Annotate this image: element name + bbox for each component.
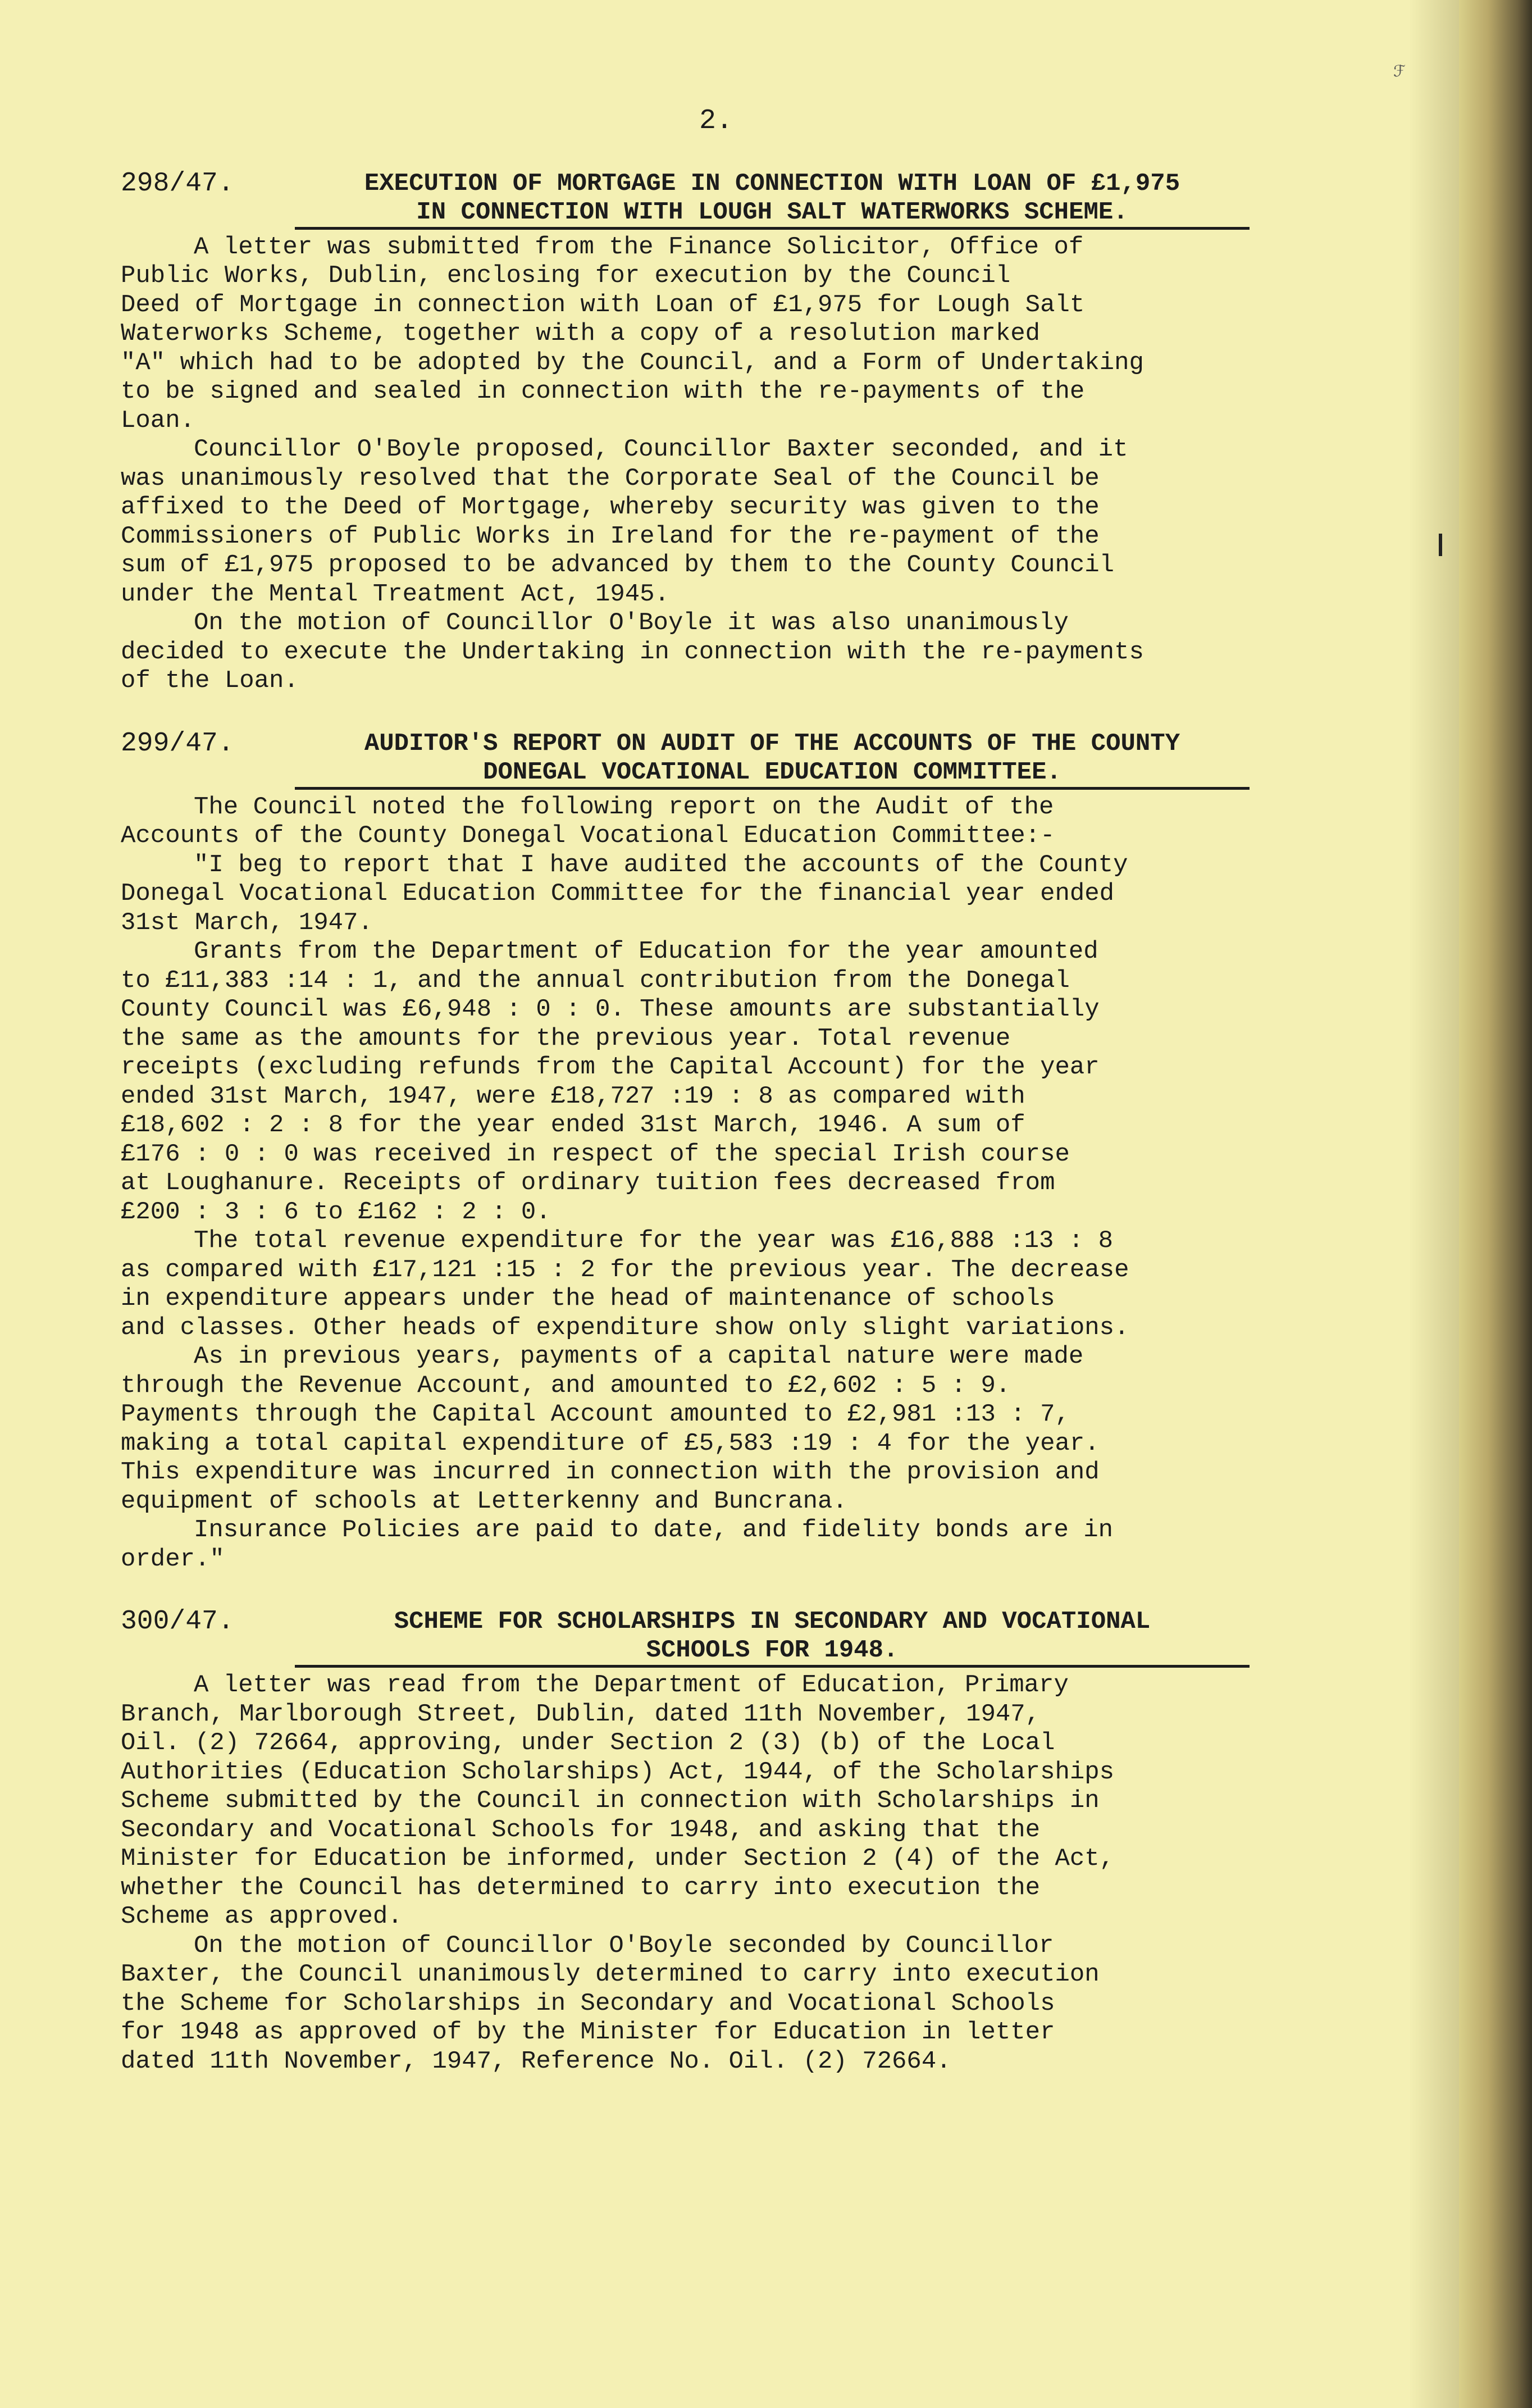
paragraph: Councillor O'Boyle proposed, Councillor Baxter seconded, and it was unanimously resolved that the Corporate Seal of the Council be affixed to the Deed of Mortgage, whereby security was given to the Commissioners of Public Works in Ireland for the re-payment of the sum of £1,975 proposed to be advanced by them to the County Council under the Mental Treatment Act, 1945. — [121, 435, 1128, 608]
margin-mark — [1439, 534, 1442, 556]
minute-heading-line-1: AUDITOR'S REPORT ON AUDIT OF THE ACCOUNTS OF THE COUNTY — [364, 729, 1180, 758]
paragraph: On the motion of Councillor O'Boyle it was also unanimously decided to execute the Undertaking in connection with the re-payments of the Loan. — [121, 609, 1144, 695]
gutter-shadow — [1408, 0, 1459, 2408]
heading-underline — [295, 787, 1250, 790]
minute-body — [121, 1671, 1328, 2076]
minute-entry — [121, 170, 1328, 696]
paragraph: A letter was read from the Department of Education, Primary Branch, Marlborough Street, Dublin, dated 11th November, 1947, Oil. (2) 72664, approving, under Section 2 (3) (b) of the Local Authorities (Education Scholarships) Act, 1944, of the Scholarships Scheme submitted by the Council in connection with Scholarships in Secondary and Vocational Schools for 1948, and asking that the Minister for Education be informed, under Section 2 (4) of the Act, whether the Council has determined to carry into execution the Scheme as approved. — [121, 1671, 1115, 1931]
minute-body — [121, 233, 1328, 696]
paragraph: Grants from the Department of Education for the year amounted to £11,383 :14 : 1, and the annual contribution from the Donegal County Council was £6,948 : 0 : 0. These amounts are substantially the same as the amounts for the previous year. Total revenue receipts (excluding refunds from the Capital Account) for the year ended 31st March, 1947, were £18,727 :19 : 8 as compared with £18,602 : 2 : 8 for the year ended 31st March, 1946. A sum of £176 : 0 : 0 was received in respect of the special Irish course at Loughanure. Receipts of ordinary tuition fees decreased from £200 : 3 : 6 to £162 : 2 : 0. — [121, 937, 1100, 1226]
paragraph: The Council noted the following report on the Audit of the Accounts of the County Donegal Vocational Education Committee:- — [121, 793, 1055, 850]
paragraph: The total revenue expenditure for the year was £16,888 :13 : 8 as compared with £17,121 :15 : 2 for the previous year. The decrease in expenditure appears under the head of maintenance of schools and classes. Other heads of expenditure show only slight variations. — [121, 1227, 1129, 1342]
heading-underline — [295, 227, 1250, 230]
paragraph: Insurance Policies are paid to date, and fidelity bonds are in order." — [121, 1516, 1114, 1573]
minute-number: 298/47. — [121, 168, 234, 199]
minutes-content — [121, 107, 1328, 2110]
minute-heading-line-2: DONEGAL VOCATIONAL EDUCATION COMMITTEE. — [483, 758, 1061, 786]
minute-heading-line-2: IN CONNECTION WITH LOUGH SALT WATERWORKS SCHEME. — [416, 198, 1128, 226]
heading-underline — [295, 1665, 1250, 1668]
minute-number: 299/47. — [121, 728, 234, 759]
corner-mark: ℱ — [1393, 64, 1406, 81]
paragraph: A letter was submitted from the Finance Solicitor, Office of Public Works, Dublin, enclosing for execution by the Council Deed of Mortgage in connection with Loan of £1,975 for Lough Salt Waterworks Scheme, together with a copy of a resolution marked "A" which had to be adopted by the Council, and a Form of Undertaking to be signed and sealed in connection with the re-payments of the Loan. — [121, 233, 1144, 435]
minute-entry — [121, 730, 1328, 1574]
paragraph: On the motion of Councillor O'Boyle seconded by Councillor Baxter, the Council unanimously determined to carry into execution the Scheme for Scholarships in Secondary and Vocational Schools for 1948 as approved of by the Minister for Education in letter dated 11th November, 1947, Reference No. Oil. (2) 72664. — [121, 1931, 1100, 2075]
minute-heading-line-1: EXECUTION OF MORTGAGE IN CONNECTION WITH LOAN OF £1,975 — [364, 169, 1180, 198]
minute-heading-line-1: SCHEME FOR SCHOLARSHIPS IN SECONDARY AND VOCATIONAL — [394, 1608, 1151, 1636]
page-number: 2. — [699, 105, 733, 137]
minute-number: 300/47. — [121, 1606, 234, 1637]
paragraph: As in previous years, payments of a capital nature were made through the Revenue Account, and amounted to £2,602 : 5 : 9. Payments through the Capital Account amounted to £2,981 :13 : 7, making a total capital expenditure of £5,583 :19 : 4 for the year. This expenditure was incurred in connection with the provision and equipment of schools at Letterkenny and Buncrana. — [121, 1342, 1100, 1515]
binding-edge — [1459, 0, 1532, 2408]
minute-body — [121, 793, 1328, 1574]
paragraph: "I beg to report that I have audited the accounts of the County Donegal Vocational Education Committee for the financial year ended 31st March, 1947. — [121, 850, 1128, 937]
minute-heading-line-2: SCHOOLS FOR 1948. — [646, 1636, 899, 1664]
minute-entry — [121, 1608, 1328, 2076]
